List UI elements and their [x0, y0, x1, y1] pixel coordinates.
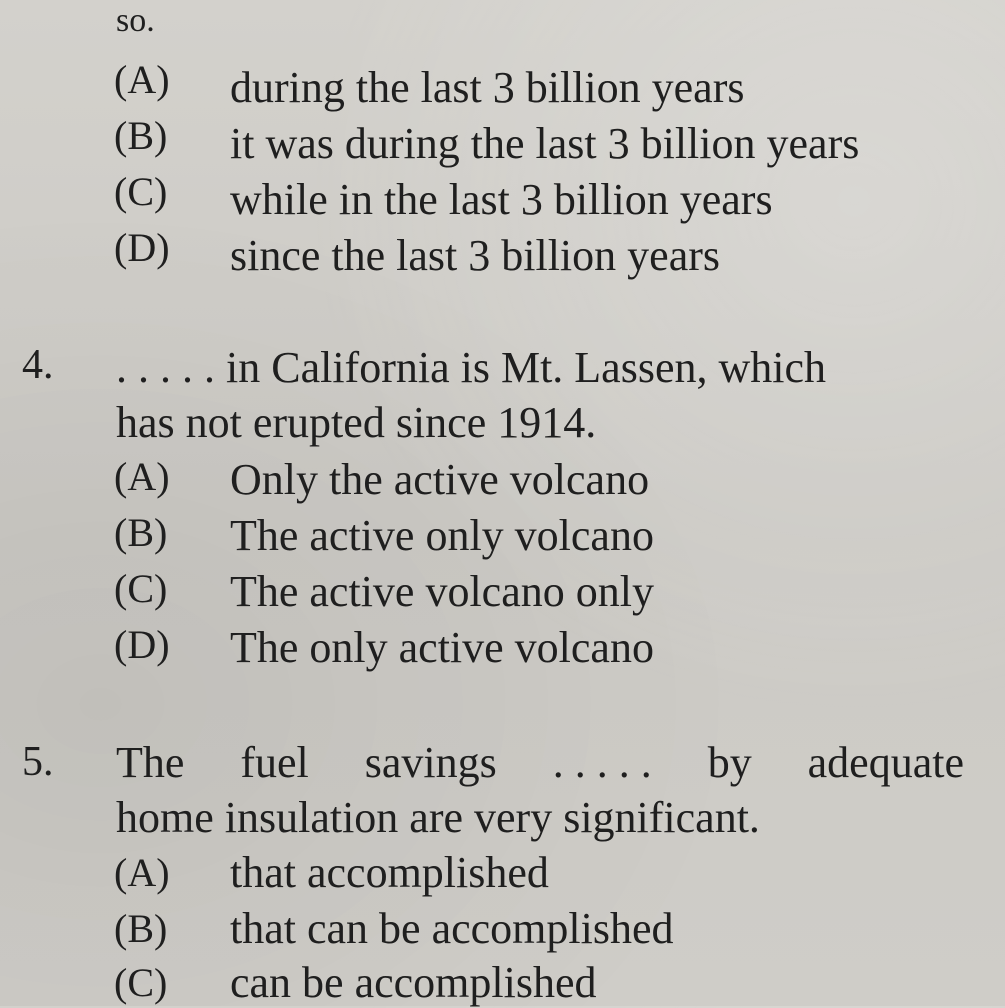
q5-option-c-letter: (C) [114, 960, 168, 1005]
q3-option-c-letter: (C) [114, 169, 168, 214]
q5-stem-word: savings [364, 738, 497, 787]
q5-stem-word: fuel [240, 738, 309, 787]
q5-stem-word: The [116, 738, 185, 787]
q5-option-b-letter: (B) [114, 906, 168, 951]
q4-option-d-text: The only active volcano [230, 623, 654, 672]
q3-option-a-letter: (A) [114, 57, 170, 102]
q5-option-c-text: can be accomplished [230, 958, 597, 1007]
q4-stem-line-2: has not erupted since 1914. [116, 398, 597, 447]
q5-stem-line-1 [116, 738, 964, 788]
q3-option-a-text: during the last 3 billion years [230, 63, 745, 112]
q4-option-b-letter: (B) [114, 510, 168, 555]
q3-option-d-text: since the last 3 billion years [230, 231, 720, 280]
q5-stem-word: adequate [807, 738, 964, 787]
q5-option-a-text: that accomplished [230, 848, 549, 897]
q4-option-c-letter: (C) [114, 566, 168, 611]
q4-option-a-text: Only the active volcano [230, 455, 650, 504]
q4-stem-line-1: . . . . . in California is Mt. Lassen, which [116, 343, 827, 392]
q3-option-b-letter: (B) [114, 113, 168, 158]
q5-stem-blank: . . . . . [552, 738, 652, 787]
previous-question-fragment: so. [116, 2, 155, 39]
q4-option-b-text: The active only volcano [230, 511, 654, 560]
q4-option-c-text: The active volcano only [230, 567, 654, 616]
q5-stem-word: by [707, 738, 752, 787]
q3-option-c-text: while in the last 3 billion years [230, 175, 773, 224]
q4-option-d-letter: (D) [114, 622, 170, 667]
q4-option-a-letter: (A) [114, 454, 170, 499]
q5-option-a-letter: (A) [114, 850, 170, 895]
q4-number: 4. [22, 342, 54, 388]
q5-stem-line-2: home insulation are very significant. [116, 793, 760, 842]
q3-option-b-text: it was during the last 3 billion years [230, 119, 860, 168]
q5-number: 5. [22, 739, 54, 785]
q5-option-b-text: that can be accomplished [230, 904, 674, 953]
q3-option-d-letter: (D) [114, 225, 170, 270]
